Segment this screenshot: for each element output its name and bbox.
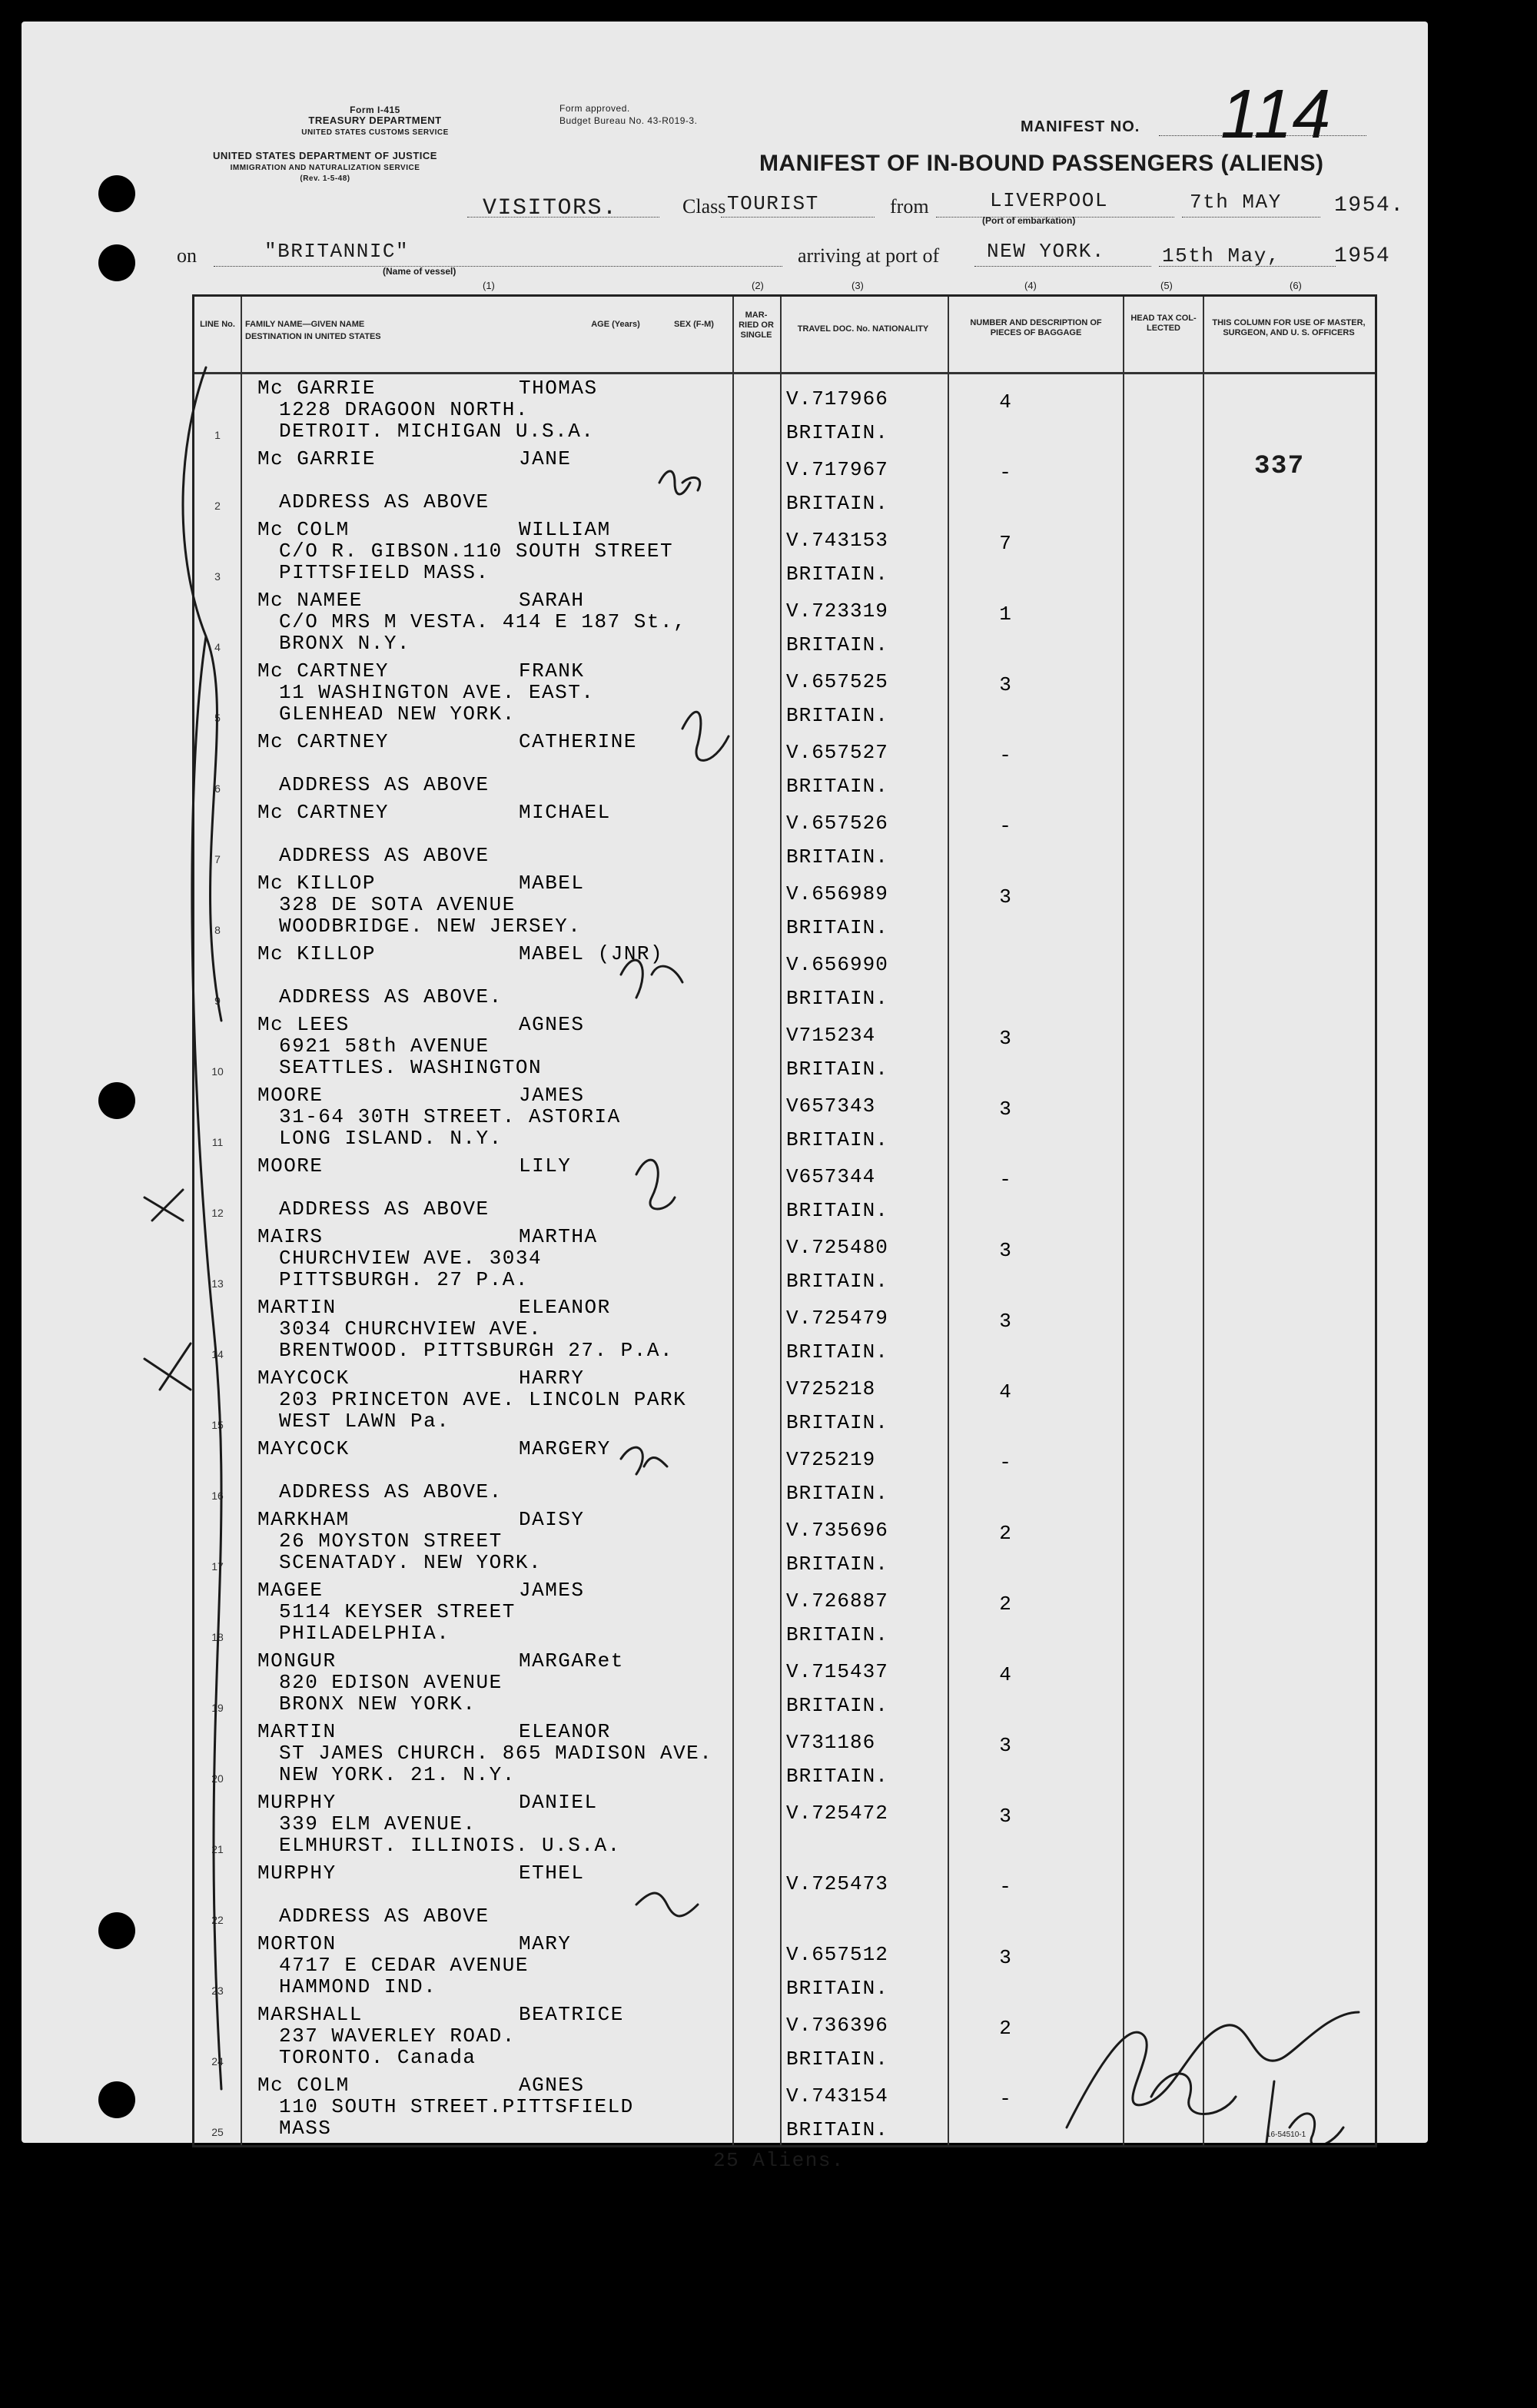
col-name: FAMILY NAME—GIVEN NAME (245, 320, 365, 329)
travel-doc-number: V.657525 (786, 670, 888, 693)
class-label: Class (682, 195, 726, 218)
baggage-count: 4 (999, 390, 1011, 414)
address-line-2: ADDRESS AS ABOVE (279, 844, 490, 867)
given-name: WILLIAM (519, 518, 611, 541)
family-name: Mc KILLOP (257, 872, 376, 895)
travel-doc-number: V.717967 (786, 458, 888, 481)
baggage-count: - (999, 815, 1011, 838)
col-num-6: (6) (1290, 280, 1302, 291)
given-name: HARRY (519, 1367, 585, 1390)
address-line-2: WEST LAWN Pa. (279, 1410, 450, 1433)
nationality: BRITAIN. (786, 1411, 888, 1434)
nationality: BRITAIN. (786, 845, 888, 869)
family-name: MAGEE (257, 1579, 324, 1602)
travel-doc-number: V.657512 (786, 1943, 888, 1966)
family-name: Mc CARTNEY (257, 659, 390, 683)
travel-doc-number: V725218 (786, 1377, 876, 1400)
col-officers: THIS COLUMN FOR USE OF MASTER, SURGEON, AND U. S. OFFICERS (1212, 318, 1366, 337)
dept-justice: UNITED STATES DEPARTMENT OF JUSTICE (213, 150, 437, 161)
form-code: 16-54510-1 (1266, 2131, 1306, 2139)
address-line-1: CHURCHVIEW AVE. 3034 (279, 1247, 543, 1270)
address-line-2: MASS (279, 2117, 332, 2140)
travel-doc-number: V.725479 (786, 1307, 888, 1330)
line-number: 13 (211, 1277, 224, 1290)
given-name: MABEL (519, 872, 585, 895)
visitors-label: VISITORS. (483, 195, 618, 221)
baggage-count: 3 (999, 1734, 1011, 1757)
travel-doc-number: V.743154 (786, 2084, 888, 2107)
budget-bureau: Budget Bureau No. 43-R019-3. (559, 115, 698, 126)
initials-mark (682, 712, 729, 760)
baggage-count: 3 (999, 1310, 1011, 1333)
col-head-tax: HEAD TAX COL- LECTED (1130, 314, 1197, 333)
margin-mark (144, 1343, 191, 1390)
travel-doc-number: V.723319 (786, 600, 888, 623)
class-value: TOURIST (727, 192, 819, 215)
col-num-5: (5) (1160, 280, 1173, 291)
baggage-count: - (999, 1451, 1011, 1474)
col-num-2: (2) (752, 280, 764, 291)
given-name: LILY (519, 1154, 572, 1177)
given-name: DAISY (519, 1508, 585, 1531)
family-name: MURPHY (257, 1791, 337, 1814)
address-line-1: 339 ELM AVENUE. (279, 1812, 476, 1835)
address-line-1: 31-64 30TH STREET. ASTORIA (279, 1105, 621, 1128)
line-number: 3 (214, 570, 221, 583)
travel-doc-number: V725219 (786, 1448, 876, 1471)
given-name: MABEL (JNR) (519, 942, 664, 965)
travel-doc-number: V.736396 (786, 2014, 888, 2037)
officer-initials (1266, 2081, 1343, 2143)
baggage-count: 3 (999, 1098, 1011, 1121)
given-name: BEATRICE (519, 2003, 624, 2026)
family-name: MAIRS (257, 1225, 324, 1248)
given-name: AGNES (519, 2074, 585, 2097)
baggage-count: 2 (999, 1522, 1011, 1545)
given-name: MARGERY (519, 1437, 611, 1460)
col-baggage: NUMBER AND DESCRIPTION OF PIECES OF BAGGAGE (970, 318, 1102, 337)
travel-doc-number: V.715437 (786, 1660, 888, 1683)
line-number: 10 (211, 1065, 224, 1078)
family-name: MORTON (257, 1932, 337, 1955)
margin-mark (144, 1190, 183, 1221)
initials-mark (636, 1160, 675, 1209)
given-name: SARAH (519, 589, 585, 612)
nationality: BRITAIN. (786, 421, 888, 444)
line-number: 15 (211, 1419, 224, 1431)
family-name: Mc COLM (257, 2074, 350, 2097)
line-number: 18 (211, 1631, 224, 1643)
nationality: BRITAIN. (786, 704, 888, 727)
address-line-2: BRONX NEW YORK. (279, 1692, 476, 1715)
given-name: CATHERINE (519, 730, 637, 753)
given-name: MARTHA (519, 1225, 598, 1248)
col-num-4: (4) (1024, 280, 1037, 291)
nationality: BRITAIN. (786, 1765, 888, 1788)
address-line-1: 110 SOUTH STREET.PITTSFIELD (279, 2095, 634, 2118)
travel-doc-number: V.725473 (786, 1872, 888, 1895)
nationality: BRITAIN. (786, 775, 888, 798)
line-number: 16 (211, 1490, 224, 1502)
line-number: 14 (211, 1348, 224, 1360)
address-line-2: PITTSFIELD MASS. (279, 561, 490, 584)
line-number: 25 (211, 2126, 224, 2138)
line-number: 12 (211, 1207, 224, 1219)
baggage-count: 2 (999, 1593, 1011, 1616)
arrival-port: NEW YORK. (987, 240, 1105, 263)
address-line-2: HAMMOND IND. (279, 1975, 437, 1998)
aliens-count: 25 Aliens. (713, 2149, 845, 2172)
line-number: 6 (214, 782, 221, 795)
given-name: JANE (519, 447, 572, 470)
address-line-1: 6921 58th AVENUE (279, 1035, 490, 1058)
manifest-number: 114 (1220, 76, 1331, 153)
baggage-count: 4 (999, 1663, 1011, 1686)
address-line-2: NEW YORK. 21. N.Y. (279, 1763, 516, 1786)
address-line-2: ELMHURST. ILLINOIS. U.S.A. (279, 1834, 621, 1857)
nationality: BRITAIN. (786, 1340, 888, 1363)
family-name: MARSHALL (257, 2003, 363, 2026)
travel-doc-number: V657344 (786, 1165, 876, 1188)
treasury-dept: TREASURY DEPARTMENT (308, 115, 442, 126)
line-number: 5 (214, 712, 221, 724)
line-number: 8 (214, 924, 221, 936)
nationality: BRITAIN. (786, 1199, 888, 1222)
from-label: from (890, 195, 929, 218)
nationality: BRITAIN. (786, 492, 888, 515)
check-stroke (192, 636, 221, 2089)
address-line-1: 26 MOYSTON STREET (279, 1529, 503, 1553)
family-name: Mc CARTNEY (257, 730, 390, 753)
address-line-2: SEATTLES. WASHINGTON (279, 1056, 543, 1079)
address-line-2: BRENTWOOD. PITTSBURGH 27. P.A. (279, 1339, 674, 1362)
baggage-count: 7 (999, 532, 1011, 555)
family-name: Mc CARTNEY (257, 801, 390, 824)
baggage-count: 4 (999, 1380, 1011, 1403)
address-line-2: ADDRESS AS ABOVE (279, 490, 490, 513)
address-line-1: C/O MRS M VESTA. 414 E 187 St., (279, 610, 687, 633)
given-name: ELEANOR (519, 1296, 611, 1319)
family-name: MONGUR (257, 1649, 337, 1672)
baggage-count: 3 (999, 1805, 1011, 1828)
vessel-name: "BRITANNIC" (264, 240, 410, 263)
nationality: BRITAIN. (786, 1553, 888, 1576)
nationality: BRITAIN. (786, 2118, 888, 2141)
manifest-label: MANIFEST NO. (1021, 118, 1140, 135)
col-num-1: (1) (483, 280, 495, 291)
address-line-1: 203 PRINCETON AVE. LINCOLN PARK (279, 1388, 687, 1411)
travel-doc-number: V.657527 (786, 741, 888, 764)
address-line-1: 328 DE SOTA AVENUE (279, 893, 516, 916)
arrival-year: 1954 (1334, 244, 1391, 268)
given-name: MARGARet (519, 1649, 624, 1672)
family-name: MAYCOCK (257, 1367, 350, 1390)
initials-mark (621, 1447, 667, 1474)
address-line-2: ADDRESS AS ABOVE. (279, 1480, 503, 1503)
travel-doc-number: V.717966 (786, 387, 888, 410)
family-name: Mc LEES (257, 1013, 350, 1036)
baggage-count: 1 (999, 603, 1011, 626)
port-embark-caption: (Port of embarkation) (982, 215, 1076, 226)
form-number: Form I-415 (350, 105, 400, 115)
nationality: BRITAIN. (786, 563, 888, 586)
departure-year: 1954. (1334, 194, 1405, 218)
address-line-2: WOODBRIDGE. NEW JERSEY. (279, 915, 582, 938)
address-line-1: 3034 CHURCHVIEW AVE. (279, 1317, 543, 1340)
family-name: Mc KILLOP (257, 942, 376, 965)
address-line-2: ADDRESS AS ABOVE (279, 773, 490, 796)
col-travel-doc: TRAVEL DOC. No. NATIONALITY (797, 324, 929, 334)
family-name: MAYCOCK (257, 1437, 350, 1460)
line-number: 20 (211, 1772, 224, 1785)
travel-doc-number: V.656990 (786, 953, 888, 976)
address-line-2: ADDRESS AS ABOVE (279, 1905, 490, 1928)
travel-doc-number: V715234 (786, 1024, 876, 1047)
line-number: 9 (214, 995, 221, 1007)
initials-mark (636, 1893, 698, 1916)
given-name: THOMAS (519, 377, 598, 400)
given-name: DANIEL (519, 1791, 598, 1814)
family-name: Mc GARRIE (257, 447, 376, 470)
baggage-count: - (999, 744, 1011, 767)
line-number: 21 (211, 1843, 224, 1855)
address-line-1: 1228 DRAGOON NORTH. (279, 398, 529, 421)
given-name: MICHAEL (519, 801, 611, 824)
arrival-date: 15th May, (1162, 244, 1280, 267)
family-name: Mc COLM (257, 518, 350, 541)
address-line-2: ADDRESS AS ABOVE. (279, 985, 503, 1008)
line-number: 1 (214, 429, 221, 441)
baggage-count: 3 (999, 1239, 1011, 1262)
departure-date: 7th MAY (1190, 191, 1282, 214)
address-line-1: C/O R. GIBSON.110 SOUTH STREET (279, 540, 674, 563)
travel-doc-number: V.735696 (786, 1519, 888, 1542)
address-line-2: LONG ISLAND. N.Y. (279, 1127, 503, 1150)
address-line-2: TORONTO. Canada (279, 2046, 476, 2069)
travel-doc-number: V.657526 (786, 812, 888, 835)
col-age: AGE (Years) (591, 320, 640, 329)
given-name: JAMES (519, 1579, 585, 1602)
address-line-1: 5114 KEYSER STREET (279, 1600, 516, 1623)
baggage-count: 3 (999, 1946, 1011, 1969)
handwriting-annotations (22, 22, 1428, 2143)
family-name: Mc GARRIE (257, 377, 376, 400)
nationality: BRITAIN. (786, 1623, 888, 1646)
col-married: MAR- RIED OR SINGLE (739, 311, 774, 340)
family-name: MURPHY (257, 1862, 337, 1885)
ins-service: IMMIGRATION AND NATURALIZATION SERVICE (230, 164, 420, 172)
officer-signature (1151, 2074, 1236, 2114)
nationality: BRITAIN. (786, 1128, 888, 1151)
family-name: MOORE (257, 1084, 324, 1107)
family-name: Mc NAMEE (257, 589, 363, 612)
vessel-caption: (Name of vessel) (383, 266, 456, 277)
line-number: 22 (211, 1914, 224, 1926)
baggage-count: 2 (999, 2017, 1011, 2040)
nationality: BRITAIN. (786, 1482, 888, 1505)
travel-doc-number: V.725480 (786, 1236, 888, 1259)
line-number: 11 (211, 1136, 224, 1148)
address-line-1: 11 WASHINGTON AVE. EAST. (279, 681, 595, 704)
arriving-label: arriving at port of (798, 244, 940, 267)
initials-mark (659, 471, 700, 494)
travel-doc-number: V.656989 (786, 882, 888, 905)
col-line-no: LINE No. (200, 320, 235, 329)
line-number: 24 (211, 2055, 224, 2068)
given-name: ELEANOR (519, 1720, 611, 1743)
check-stroke (183, 367, 221, 1021)
nationality: BRITAIN. (786, 1977, 888, 2000)
family-name: MARKHAM (257, 1508, 350, 1531)
from-value: LIVERPOOL (990, 189, 1108, 212)
nationality: BRITAIN. (786, 1694, 888, 1717)
col-num-3: (3) (851, 280, 864, 291)
address-line-2: PITTSBURGH. 27 P.A. (279, 1268, 529, 1291)
given-name: JAMES (519, 1084, 585, 1107)
given-name: MARY (519, 1932, 572, 1955)
customs-service: UNITED STATES CUSTOMS SERVICE (301, 128, 449, 137)
nationality: BRITAIN. (786, 2048, 888, 2071)
margin-number: 337 (1254, 452, 1305, 481)
form-approved: Form approved. (559, 103, 630, 114)
manifest-sheet (22, 22, 1428, 2172)
address-line-1: ST JAMES CHURCH. 865 MADISON AVE. (279, 1742, 713, 1765)
initials-mark (621, 960, 682, 998)
line-number: 7 (214, 853, 221, 865)
nationality: BRITAIN. (786, 1058, 888, 1081)
address-line-2: DETROIT. MICHIGAN U.S.A. (279, 420, 595, 443)
address-line-2: BRONX N.Y. (279, 632, 411, 655)
on-label: on (177, 244, 197, 267)
family-name: MARTIN (257, 1720, 337, 1743)
given-name: FRANK (519, 659, 585, 683)
line-number: 23 (211, 1985, 224, 1997)
family-name: MOORE (257, 1154, 324, 1177)
col-destination: DESTINATION IN UNITED STATES (245, 332, 381, 341)
manifest-title: MANIFEST OF IN-BOUND PASSENGERS (ALIENS) (759, 151, 1324, 176)
travel-doc-number: V.725472 (786, 1802, 888, 1825)
line-number: 19 (211, 1702, 224, 1714)
travel-doc-number: V.743153 (786, 529, 888, 552)
col-sex: SEX (F-M) (674, 320, 714, 329)
nationality: BRITAIN. (786, 633, 888, 656)
baggage-count: - (999, 1168, 1011, 1191)
nationality: BRITAIN. (786, 1270, 888, 1293)
baggage-count: - (999, 461, 1011, 484)
baggage-count: - (999, 1875, 1011, 1898)
line-number: 17 (211, 1560, 224, 1573)
address-line-2: PHILADELPHIA. (279, 1622, 450, 1645)
line-number: 2 (214, 500, 221, 512)
nationality: BRITAIN. (786, 987, 888, 1010)
address-line-1: 4717 E CEDAR AVENUE (279, 1954, 529, 1977)
baggage-count: 3 (999, 885, 1011, 908)
address-line-2: ADDRESS AS ABOVE (279, 1197, 490, 1221)
family-name: MARTIN (257, 1296, 337, 1319)
travel-doc-number: V731186 (786, 1731, 876, 1754)
travel-doc-number: V.726887 (786, 1589, 888, 1613)
address-line-2: SCENATADY. NEW YORK. (279, 1551, 543, 1574)
baggage-count: 3 (999, 1027, 1011, 1050)
address-line-2: GLENHEAD NEW YORK. (279, 702, 516, 726)
given-name: ETHEL (519, 1862, 585, 1885)
form-revision: (Rev. 1-5-48) (300, 174, 350, 183)
line-number: 4 (214, 641, 221, 653)
address-line-1: 237 WAVERLEY ROAD. (279, 2024, 516, 2048)
baggage-count: - (999, 2087, 1011, 2111)
baggage-count: 3 (999, 673, 1011, 696)
officer-signature (1067, 2012, 1359, 2127)
nationality: BRITAIN. (786, 916, 888, 939)
travel-doc-number: V657343 (786, 1094, 876, 1118)
address-line-1: 820 EDISON AVENUE (279, 1671, 503, 1694)
given-name: AGNES (519, 1013, 585, 1036)
